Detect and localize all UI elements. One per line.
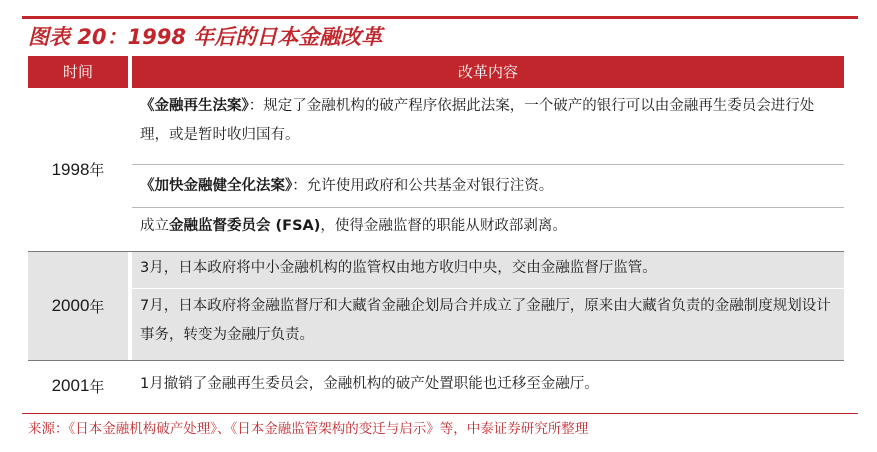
reform-item [132,212,844,244]
title-top-rule [22,16,858,19]
reform-text: 7月，日本政府将金融监督厅和大藏省金融企划局合并成立了金融厅，原来由大藏省负责的金融制度规划设计事务，转变为金融厅负责。 [140,298,831,343]
reform-table [28,56,844,412]
year-suffix: 年 [89,161,105,179]
reform-item [132,92,844,156]
source-note: 来源：《日本金融机构破产处理》、《日本金融监管架构的变迁与启示》等，中泰证券研究所整理 [28,421,589,437]
reform-item [132,172,844,204]
year-value: 2000 [51,296,90,315]
year-value: 2001 [51,376,90,395]
reform-text: ，使得金融监督的职能从财政部剥离。 [320,218,567,234]
reform-item [132,370,844,402]
group-divider [28,360,844,361]
reform-item [132,292,844,356]
row-divider [132,207,844,208]
figure-title: 图表 20：1998 年后的日本金融改革 [28,25,383,49]
row-divider [132,164,844,165]
reform-text: ：规定了金融机构的破产程序依据此法案，一个破产的银行可以由金融再生委员会进行处理，或是暂时收归国有。 [140,98,815,143]
year-cell-2000 [28,252,128,360]
year-cell-2001 [28,361,128,411]
reform-text: 3月，日本政府将中小金融机构的监管权由地方收归中央，交由金融监督厅监管。 [140,260,657,276]
year-suffix: 年 [89,377,105,396]
year-value: 1998 [51,159,90,179]
header-content: 改革内容 [132,56,844,88]
row-divider [132,288,844,289]
reform-item [132,254,844,284]
table-bottom-rule [22,413,858,414]
reform-prefix: 成立 [140,218,169,234]
reform-text: ：允许使用政府和公共基金对银行注资。 [292,178,554,194]
law-name: 《加快金融健全化法案》 [140,178,293,194]
reform-text: 1月撤销了金融再生委员会，金融机构的破产处置职能也迁移至金融厅。 [140,376,599,392]
year-cell-1998 [28,88,128,251]
header-time: 时间 [28,56,128,88]
year-suffix: 年 [89,297,105,316]
law-name: 《金融再生法案》 [140,98,249,114]
agency-name: 金融监督委员会 (FSA) [169,218,321,234]
column-separator [128,252,132,360]
